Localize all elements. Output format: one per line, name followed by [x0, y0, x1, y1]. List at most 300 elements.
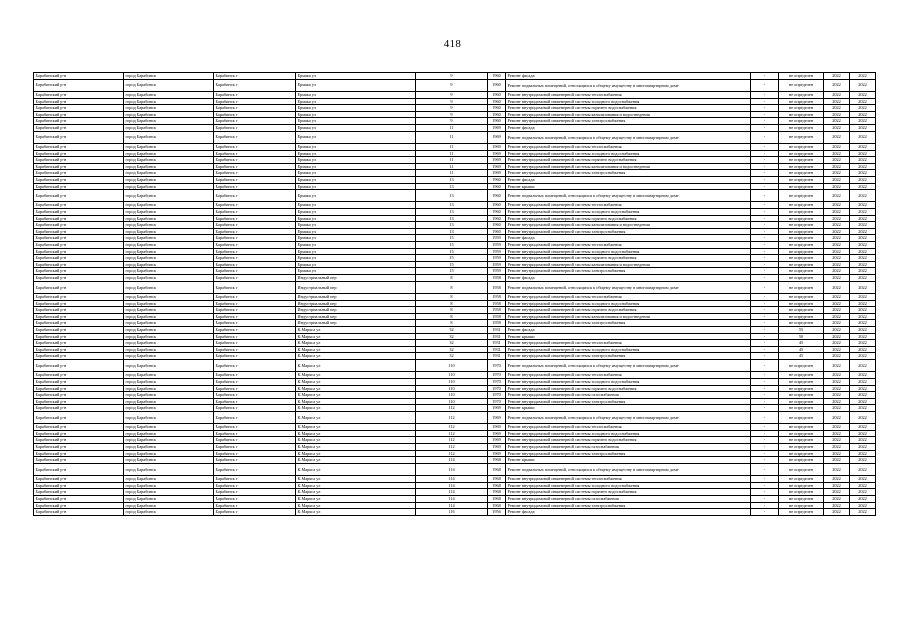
settlement-cell: город Барабинск — [124, 359, 214, 371]
city-cell: Барабинск г — [214, 496, 296, 503]
city-cell: Барабинск г — [214, 150, 296, 157]
amount-cell: не определен — [779, 476, 824, 483]
district-cell: Барабинский р-н — [34, 320, 124, 327]
work-type-cell: Ремонт внутридомовой инженерной системы канализования и водоотведения — [506, 163, 751, 170]
year-start-cell: 2022 — [824, 300, 850, 307]
house-number-cell: 8 — [416, 300, 488, 307]
settlement-cell: город Барабинск — [124, 313, 214, 320]
year-end-cell: 2022 — [850, 157, 876, 164]
district-cell: Барабинский р-н — [34, 411, 124, 423]
amount-cell: не определен — [779, 378, 824, 385]
build-year-cell: 1969 — [488, 157, 506, 164]
build-year-cell: 1960 — [488, 222, 506, 229]
street-cell: Индустриальный пер — [296, 281, 416, 293]
build-year-cell: 1969 — [488, 124, 506, 131]
house-number-cell: 13 — [416, 183, 488, 190]
district-cell: Барабинский р-н — [34, 340, 124, 347]
settlement-cell: город Барабинск — [124, 131, 214, 143]
district-cell: Барабинский р-н — [34, 215, 124, 222]
build-year-cell: 1969 — [488, 450, 506, 457]
settlement-cell: город Барабинск — [124, 307, 214, 314]
dash-cell: - — [751, 307, 779, 314]
settlement-cell: город Барабинск — [124, 392, 214, 399]
year-start-cell: 2022 — [824, 405, 850, 412]
settlement-cell: город Барабинск — [124, 346, 214, 353]
work-type-cell: Ремонт подвальных помещений, относящихся к общему имуществу в многоквартирном доме — [506, 281, 751, 293]
work-type-cell: Ремонт внутридомовой инженерной системы горячего водоснабжения — [506, 105, 751, 112]
dash-cell: - — [751, 326, 779, 333]
city-cell: Барабинск г — [214, 118, 296, 125]
build-year-cell: 1969 — [488, 424, 506, 431]
amount-cell: не определен — [779, 457, 824, 464]
build-year-cell: 1968 — [488, 476, 506, 483]
year-end-cell: 2022 — [850, 482, 876, 489]
table-row — [34, 496, 876, 503]
amount-cell: не определен — [779, 79, 824, 91]
district-cell: Барабинский р-н — [34, 463, 124, 475]
work-type-cell: Ремонт внутридомовой инженерной системы холодного водоснабжения — [506, 430, 751, 437]
street-cell: Индустриальный пер — [296, 294, 416, 301]
table-row — [34, 378, 876, 385]
work-type-cell: Ремонт крыши — [506, 183, 751, 190]
city-cell: Барабинск г — [214, 255, 296, 262]
settlement-cell: город Барабинск — [124, 437, 214, 444]
city-cell: Барабинск г — [214, 326, 296, 333]
dash-cell: - — [751, 150, 779, 157]
district-cell: Барабинский р-н — [34, 131, 124, 143]
year-end-cell: 2022 — [850, 326, 876, 333]
district-cell: Барабинский р-н — [34, 385, 124, 392]
year-end-cell: 2022 — [850, 248, 876, 255]
table-row — [34, 248, 876, 255]
repair-registry-table — [33, 72, 876, 516]
registry-body — [34, 73, 876, 516]
street-cell: К.Маркса ул — [296, 405, 416, 412]
work-type-cell: Ремонт внутридомовой инженерной системы канализования и водоотведения — [506, 313, 751, 320]
table-row — [34, 183, 876, 190]
table-row — [34, 235, 876, 242]
dash-cell: - — [751, 215, 779, 222]
street-cell: Индустриальный пер — [296, 307, 416, 314]
city-cell: Барабинск г — [214, 202, 296, 209]
year-start-cell: 2022 — [824, 372, 850, 379]
city-cell: Барабинск г — [214, 222, 296, 229]
house-number-cell: 11 — [416, 131, 488, 143]
work-type-cell: Ремонт подвальных помещений, относящихся к общему имуществу в многоквартирном доме — [506, 463, 751, 475]
dash-cell: - — [751, 235, 779, 242]
city-cell: Барабинск г — [214, 73, 296, 80]
table-row — [34, 372, 876, 379]
build-year-cell: 1959 — [488, 255, 506, 262]
year-end-cell: 2022 — [850, 353, 876, 360]
city-cell: Барабинск г — [214, 261, 296, 268]
street-cell: Индустриальный пер — [296, 300, 416, 307]
settlement-cell: город Барабинск — [124, 209, 214, 216]
amount-cell: не определен — [779, 502, 824, 509]
district-cell: Барабинский р-н — [34, 502, 124, 509]
settlement-cell: город Барабинск — [124, 176, 214, 183]
year-start-cell: 2022 — [824, 444, 850, 451]
build-year-cell: 1970 — [488, 392, 506, 399]
district-cell: Барабинский р-н — [34, 398, 124, 405]
city-cell: Барабинск г — [214, 457, 296, 464]
year-end-cell: 2022 — [850, 372, 876, 379]
city-cell: Барабинск г — [214, 385, 296, 392]
build-year-cell: 1969 — [488, 150, 506, 157]
house-number-cell: 11 — [416, 150, 488, 157]
city-cell: Барабинск г — [214, 79, 296, 91]
amount-cell: не определен — [779, 294, 824, 301]
build-year-cell: 1956 — [488, 509, 506, 516]
dash-cell: - — [751, 385, 779, 392]
settlement-cell: город Барабинск — [124, 385, 214, 392]
year-end-cell: 2022 — [850, 430, 876, 437]
table-row — [34, 405, 876, 412]
year-start-cell: 2022 — [824, 353, 850, 360]
settlement-cell: город Барабинск — [124, 170, 214, 177]
year-start-cell: 2022 — [824, 275, 850, 282]
table-row — [34, 143, 876, 150]
house-number-cell: 114 — [416, 489, 488, 496]
city-cell: Барабинск г — [214, 124, 296, 131]
city-cell: Барабинск г — [214, 489, 296, 496]
street-cell: К.Маркса ул — [296, 411, 416, 423]
build-year-cell: 1960 — [488, 118, 506, 125]
work-type-cell: Ремонт крыши — [506, 405, 751, 412]
street-cell: Ермака ул — [296, 190, 416, 202]
street-cell: Ермака ул — [296, 91, 416, 98]
work-type-cell: Ремонт внутридомовой инженерной системы газоснабжения — [506, 392, 751, 399]
house-number-cell: 110 — [416, 385, 488, 392]
dash-cell: - — [751, 268, 779, 275]
settlement-cell: город Барабинск — [124, 98, 214, 105]
settlement-cell: город Барабинск — [124, 235, 214, 242]
city-cell: Барабинск г — [214, 405, 296, 412]
house-number-cell: 114 — [416, 463, 488, 475]
city-cell: Барабинск г — [214, 300, 296, 307]
year-end-cell: 2022 — [850, 333, 876, 340]
year-end-cell: 2022 — [850, 170, 876, 177]
settlement-cell: город Барабинск — [124, 275, 214, 282]
build-year-cell: 1969 — [488, 163, 506, 170]
district-cell: Барабинский р-н — [34, 509, 124, 516]
city-cell: Барабинск г — [214, 248, 296, 255]
year-start-cell: 2022 — [824, 111, 850, 118]
year-end-cell: 2022 — [850, 346, 876, 353]
house-number-cell: 15 — [416, 248, 488, 255]
district-cell: Барабинский р-н — [34, 294, 124, 301]
city-cell: Барабинск г — [214, 424, 296, 431]
build-year-cell: 1960 — [488, 215, 506, 222]
city-cell: Барабинск г — [214, 463, 296, 475]
build-year-cell: 1959 — [488, 268, 506, 275]
year-end-cell: 2022 — [850, 228, 876, 235]
city-cell: Барабинск г — [214, 372, 296, 379]
district-cell: Барабинский р-н — [34, 437, 124, 444]
district-cell: Барабинский р-н — [34, 424, 124, 431]
settlement-cell: город Барабинск — [124, 190, 214, 202]
settlement-cell: город Барабинск — [124, 157, 214, 164]
settlement-cell: город Барабинск — [124, 118, 214, 125]
city-cell: Барабинск г — [214, 281, 296, 293]
table-row — [34, 476, 876, 483]
work-type-cell: Ремонт внутридомовой инженерной системы газоснабжения — [506, 444, 751, 451]
amount-cell: не определен — [779, 444, 824, 451]
work-type-cell: Ремонт внутридомовой инженерной системы теплоснабжения — [506, 242, 751, 249]
work-type-cell: Ремонт внутридомовой инженерной системы теплоснабжения — [506, 372, 751, 379]
table-row — [34, 392, 876, 399]
district-cell: Барабинский р-н — [34, 183, 124, 190]
work-type-cell: Ремонт внутридомовой инженерной системы теплоснабжения — [506, 294, 751, 301]
dash-cell: - — [751, 98, 779, 105]
table-row — [34, 385, 876, 392]
year-end-cell: 2022 — [850, 124, 876, 131]
table-row — [34, 91, 876, 98]
district-cell: Барабинский р-н — [34, 333, 124, 340]
year-end-cell: 2022 — [850, 163, 876, 170]
city-cell: Барабинск г — [214, 353, 296, 360]
amount-cell: не определен — [779, 73, 824, 80]
amount-cell: не определен — [779, 105, 824, 112]
settlement-cell: город Барабинск — [124, 424, 214, 431]
work-type-cell: Ремонт внутридомовой инженерной системы горячего водоснабжения — [506, 255, 751, 262]
work-type-cell: Ремонт внутридомовой инженерной системы горячего водоснабжения — [506, 307, 751, 314]
settlement-cell: город Барабинск — [124, 183, 214, 190]
settlement-cell: город Барабинск — [124, 124, 214, 131]
dash-cell: - — [751, 183, 779, 190]
year-end-cell: 2022 — [850, 307, 876, 314]
district-cell: Барабинский р-н — [34, 91, 124, 98]
dash-cell: - — [751, 340, 779, 347]
house-number-cell: 32 — [416, 340, 488, 347]
city-cell: Барабинск г — [214, 235, 296, 242]
city-cell: Барабинск г — [214, 437, 296, 444]
build-year-cell: 1960 — [488, 209, 506, 216]
district-cell: Барабинский р-н — [34, 444, 124, 451]
year-start-cell: 2022 — [824, 320, 850, 327]
table-row — [34, 509, 876, 516]
year-end-cell: 2022 — [850, 294, 876, 301]
settlement-cell: город Барабинск — [124, 378, 214, 385]
build-year-cell: 1969 — [488, 170, 506, 177]
amount-cell: не определен — [779, 463, 824, 475]
year-start-cell: 2022 — [824, 79, 850, 91]
street-cell: К.Маркса ул — [296, 340, 416, 347]
year-start-cell: 2022 — [824, 340, 850, 347]
build-year-cell: 1960 — [488, 111, 506, 118]
year-end-cell: 2022 — [850, 463, 876, 475]
district-cell: Барабинский р-н — [34, 372, 124, 379]
year-start-cell: 2022 — [824, 202, 850, 209]
dash-cell: - — [751, 378, 779, 385]
amount-cell: не определен — [779, 248, 824, 255]
work-type-cell: Ремонт фасада — [506, 235, 751, 242]
build-year-cell: 1968 — [488, 502, 506, 509]
build-year-cell: 1959 — [488, 261, 506, 268]
work-type-cell: Ремонт внутридомовой инженерной системы холодного водоснабжения — [506, 150, 751, 157]
table-row — [34, 463, 876, 475]
build-year-cell: 1969 — [488, 437, 506, 444]
year-end-cell: 2022 — [850, 176, 876, 183]
settlement-cell: город Барабинск — [124, 502, 214, 509]
house-number-cell: 15 — [416, 255, 488, 262]
year-start-cell: 2022 — [824, 333, 850, 340]
district-cell: Барабинский р-н — [34, 209, 124, 216]
house-number-cell: 112 — [416, 424, 488, 431]
city-cell: Барабинск г — [214, 313, 296, 320]
street-cell: К.Маркса ул — [296, 326, 416, 333]
dash-cell: - — [751, 353, 779, 360]
year-start-cell: 2022 — [824, 313, 850, 320]
year-start-cell: 2022 — [824, 378, 850, 385]
year-end-cell: 2022 — [850, 444, 876, 451]
work-type-cell: Ремонт фасада — [506, 275, 751, 282]
settlement-cell: город Барабинск — [124, 261, 214, 268]
dash-cell: - — [751, 437, 779, 444]
build-year-cell: 1970 — [488, 378, 506, 385]
year-start-cell: 2022 — [824, 294, 850, 301]
district-cell: Барабинский р-н — [34, 281, 124, 293]
year-start-cell: 2022 — [824, 346, 850, 353]
street-cell: Ермака ул — [296, 222, 416, 229]
city-cell: Барабинск г — [214, 359, 296, 371]
street-cell: Ермака ул — [296, 228, 416, 235]
dash-cell: - — [751, 502, 779, 509]
settlement-cell: город Барабинск — [124, 268, 214, 275]
street-cell: Ермака ул — [296, 73, 416, 80]
street-cell: Ермака ул — [296, 131, 416, 143]
street-cell: К.Маркса ул — [296, 430, 416, 437]
build-year-cell: 1968 — [488, 482, 506, 489]
settlement-cell: город Барабинск — [124, 411, 214, 423]
district-cell: Барабинский р-н — [34, 496, 124, 503]
amount-cell: не определен — [779, 222, 824, 229]
city-cell: Барабинск г — [214, 294, 296, 301]
dash-cell: - — [751, 392, 779, 399]
settlement-cell: город Барабинск — [124, 105, 214, 112]
table-row — [34, 424, 876, 431]
house-number-cell: 8 — [416, 307, 488, 314]
settlement-cell: город Барабинск — [124, 372, 214, 379]
dash-cell: - — [751, 242, 779, 249]
amount-cell: не определен — [779, 424, 824, 431]
table-row — [34, 222, 876, 229]
district-cell: Барабинский р-н — [34, 392, 124, 399]
house-number-cell: 8 — [416, 313, 488, 320]
year-start-cell: 2022 — [824, 150, 850, 157]
table-row — [34, 281, 876, 293]
year-end-cell: 2022 — [850, 209, 876, 216]
street-cell: Ермака ул — [296, 157, 416, 164]
dash-cell: - — [751, 248, 779, 255]
amount-cell: не определен — [779, 509, 824, 516]
build-year-cell: 1960 — [488, 190, 506, 202]
street-cell: Ермака ул — [296, 242, 416, 249]
house-number-cell: 9 — [416, 98, 488, 105]
dash-cell: - — [751, 509, 779, 516]
table-row — [34, 215, 876, 222]
street-cell: Ермака ул — [296, 215, 416, 222]
amount-cell: не определен — [779, 398, 824, 405]
settlement-cell: город Барабинск — [124, 405, 214, 412]
year-end-cell: 2022 — [850, 202, 876, 209]
house-number-cell: 114 — [416, 476, 488, 483]
build-year-cell: 1969 — [488, 430, 506, 437]
house-number-cell: 110 — [416, 372, 488, 379]
street-cell: Индустриальный пер — [296, 275, 416, 282]
year-start-cell: 2022 — [824, 509, 850, 516]
settlement-cell: город Барабинск — [124, 300, 214, 307]
amount-cell: не определен — [779, 143, 824, 150]
year-start-cell: 2022 — [824, 248, 850, 255]
amount-cell: не определен — [779, 496, 824, 503]
build-year-cell: 1960 — [488, 228, 506, 235]
district-cell: Барабинский р-н — [34, 143, 124, 150]
year-end-cell: 2022 — [850, 235, 876, 242]
year-end-cell: 2022 — [850, 215, 876, 222]
house-number-cell: 15 — [416, 268, 488, 275]
house-number-cell: 116 — [416, 509, 488, 516]
house-number-cell: 112 — [416, 444, 488, 451]
work-type-cell: Ремонт внутридомовой инженерной системы канализования и водоотведения — [506, 261, 751, 268]
house-number-cell: 112 — [416, 405, 488, 412]
street-cell: Ермака ул — [296, 118, 416, 125]
year-start-cell: 2022 — [824, 457, 850, 464]
amount-cell: не определен — [779, 450, 824, 457]
house-number-cell: 13 — [416, 222, 488, 229]
work-type-cell: Ремонт внутридомовой инженерной системы электроснабжения — [506, 398, 751, 405]
house-number-cell: 9 — [416, 105, 488, 112]
city-cell: Барабинск г — [214, 163, 296, 170]
district-cell: Барабинский р-н — [34, 73, 124, 80]
build-year-cell: 1969 — [488, 131, 506, 143]
house-number-cell: 8 — [416, 294, 488, 301]
dash-cell: - — [751, 111, 779, 118]
work-type-cell: Ремонт внутридомовой инженерной системы горячего водоснабжения — [506, 437, 751, 444]
year-end-cell: 2022 — [850, 385, 876, 392]
work-type-cell: Ремонт внутридомовой инженерной системы горячего водоснабжения — [506, 489, 751, 496]
street-cell: Ермака ул — [296, 248, 416, 255]
dash-cell: - — [751, 105, 779, 112]
house-number-cell: 15 — [416, 235, 488, 242]
street-cell: Ермака ул — [296, 202, 416, 209]
street-cell: К.Маркса ул — [296, 398, 416, 405]
dash-cell: - — [751, 294, 779, 301]
amount-cell: 45 — [779, 340, 824, 347]
district-cell: Барабинский р-н — [34, 482, 124, 489]
year-end-cell: 2022 — [850, 489, 876, 496]
work-type-cell: Ремонт внутридомовой инженерной системы теплоснабжения — [506, 91, 751, 98]
house-number-cell: 114 — [416, 502, 488, 509]
build-year-cell: 1960 — [488, 183, 506, 190]
table-row — [34, 255, 876, 262]
district-cell: Барабинский р-н — [34, 157, 124, 164]
district-cell: Барабинский р-н — [34, 190, 124, 202]
district-cell: Барабинский р-н — [34, 457, 124, 464]
house-number-cell: 114 — [416, 496, 488, 503]
dash-cell: - — [751, 91, 779, 98]
street-cell: Ермака ул — [296, 170, 416, 177]
city-cell: Барабинск г — [214, 91, 296, 98]
year-start-cell: 2022 — [824, 157, 850, 164]
build-year-cell: 1968 — [488, 463, 506, 475]
settlement-cell: город Барабинск — [124, 326, 214, 333]
house-number-cell: 11 — [416, 163, 488, 170]
district-cell: Барабинский р-н — [34, 346, 124, 353]
street-cell: Ермака ул — [296, 235, 416, 242]
district-cell: Барабинский р-н — [34, 235, 124, 242]
district-cell: Барабинский р-н — [34, 476, 124, 483]
